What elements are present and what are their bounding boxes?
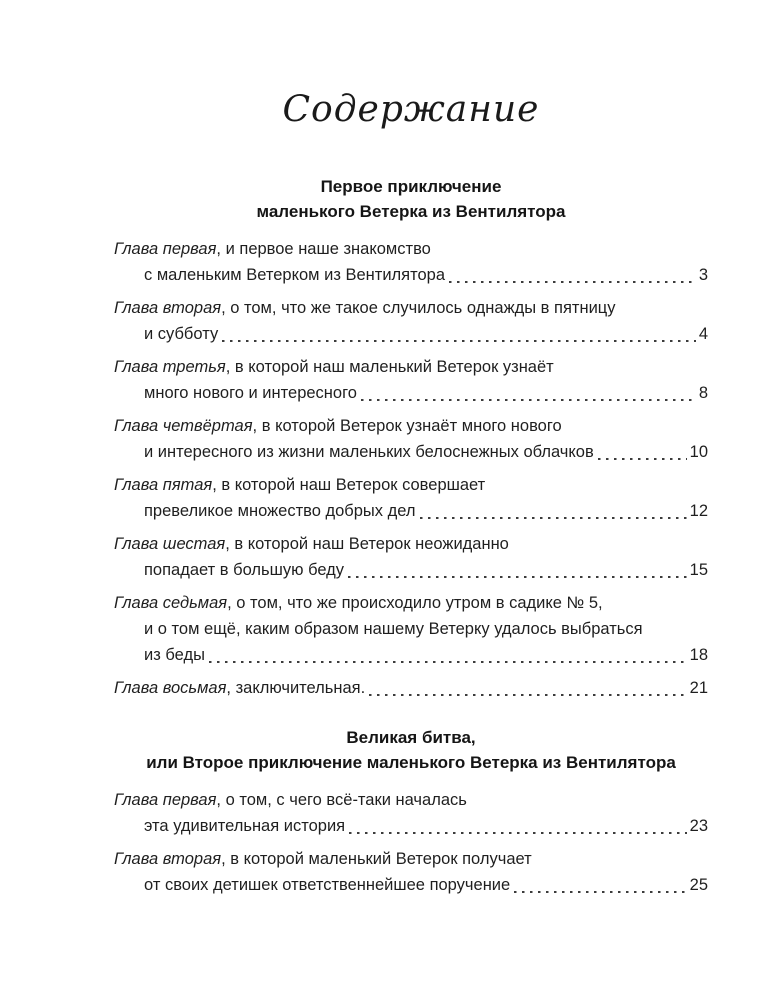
toc-entry-line	[114, 262, 708, 288]
page-number: 18	[689, 646, 708, 664]
chapter-description: , в которой наш Ветерок неожиданно	[225, 535, 509, 553]
toc-entry-line	[114, 498, 708, 524]
section-heading	[114, 174, 708, 224]
chapter-description: , и первое наше знакомство	[216, 240, 431, 258]
toc-entry	[114, 787, 708, 839]
chapter-name: Глава восьмая	[114, 679, 227, 697]
toc-entry-line	[114, 872, 708, 898]
toc-entry-line	[114, 590, 708, 616]
page-number: 3	[698, 266, 708, 284]
toc-entry	[114, 295, 708, 347]
dot-leader	[361, 399, 696, 402]
toc-entry-line	[114, 354, 708, 380]
toc-entry	[114, 846, 708, 898]
chapter-name: Глава третья	[114, 358, 226, 376]
page-number: 21	[689, 679, 708, 697]
page-number: 10	[689, 443, 708, 461]
page-number: 12	[689, 502, 708, 520]
section-heading-line: Великая битва,	[346, 728, 476, 747]
section-heading-line: маленького Ветерка из Вентилятора	[256, 202, 566, 221]
toc-entry-line	[114, 295, 708, 321]
chapter-description-cont: и субботу	[144, 325, 219, 343]
chapter-description: , о том, что же такое случилось однажды в пятницу	[221, 299, 616, 317]
chapter-description-cont: и о том ещё, каким образом нашему Ветерку удалось выбраться	[144, 620, 643, 638]
page-number: 4	[698, 325, 708, 343]
toc-entry	[114, 236, 708, 288]
dot-leader	[222, 340, 696, 343]
chapter-description: , о том, что же происходило утром в садике № 5,	[227, 594, 603, 612]
toc-section	[114, 725, 708, 898]
toc-entry	[114, 531, 708, 583]
toc-entry	[114, 413, 708, 465]
toc-entry	[114, 590, 708, 668]
dot-leader	[598, 458, 687, 461]
toc-entry	[114, 472, 708, 524]
chapter-description-cont: эта удивительная история	[144, 817, 346, 835]
dot-leader	[349, 832, 687, 835]
toc-entry-line	[114, 413, 708, 439]
chapter-description-cont: превеликое множество добрых дел	[144, 502, 416, 520]
chapter-description: , в которой Ветерок узнаёт много нового	[252, 417, 562, 435]
toc-entry-line	[114, 321, 708, 347]
chapter-name: Глава первая	[114, 791, 217, 809]
chapter-description: , о том, с чего всё-таки началась	[216, 791, 467, 809]
section-heading	[114, 725, 708, 775]
chapter-description-cont: много нового и интересного	[144, 384, 357, 402]
chapter-description-cont: попадает в большую беду	[144, 561, 345, 579]
page-number: 25	[689, 876, 708, 894]
toc-entry-line	[114, 616, 708, 642]
dot-leader	[449, 281, 696, 284]
chapter-description-cont: от своих детишек ответственнейшее поручение	[144, 876, 511, 894]
chapter-description: , заключительная.	[226, 679, 366, 697]
toc-sections	[114, 174, 708, 898]
chapter-name: Глава вторая	[114, 850, 222, 868]
toc-entry-line	[114, 236, 708, 262]
toc-entry-line	[114, 642, 708, 668]
dot-leader	[209, 661, 687, 664]
section-heading-line: Первое приключение	[320, 177, 502, 196]
contents-column	[114, 0, 708, 905]
dot-leader	[420, 517, 687, 520]
chapter-name: Глава шестая	[114, 535, 226, 553]
chapter-description: , в которой наш маленький Ветерок узнаёт	[225, 358, 554, 376]
chapter-name: Глава вторая	[114, 299, 222, 317]
chapter-name: Глава седьмая	[114, 594, 228, 612]
toc-entry-line	[114, 557, 708, 583]
toc-entry-line	[114, 439, 708, 465]
section-heading-line: или Второе приключение маленького Ветерка из Вентилятора	[146, 753, 676, 772]
chapter-description-cont: с маленьким Ветерком из Вентилятора	[144, 266, 445, 284]
page-title: Содержание	[282, 89, 540, 130]
page-number: 8	[698, 384, 708, 402]
chapter-description: , в которой маленький Ветерок получает	[221, 850, 532, 868]
chapter-description-cont: и интересного из жизни маленьких белоснежных облачков	[144, 443, 594, 461]
dot-leader	[369, 694, 686, 697]
toc-entry-line	[114, 813, 708, 839]
dot-leader	[514, 891, 686, 894]
page-number: 15	[689, 561, 708, 579]
chapter-description: , в которой наш Ветерок совершает	[212, 476, 486, 494]
toc-entry-line	[114, 531, 708, 557]
toc-entry-line	[114, 846, 708, 872]
toc-entry-line	[114, 380, 708, 406]
toc-entry-line	[114, 472, 708, 498]
chapter-name: Глава первая	[114, 240, 217, 258]
toc-entry	[114, 675, 708, 701]
page-number: 23	[689, 817, 708, 835]
toc-entry-line	[114, 787, 708, 813]
toc-section	[114, 174, 708, 701]
chapter-description-cont: из беды	[144, 646, 205, 664]
chapter-name: Глава четвёртая	[114, 417, 253, 435]
toc-entry	[114, 354, 708, 406]
dot-leader	[348, 576, 687, 579]
chapter-name: Глава пятая	[114, 476, 213, 494]
toc-entry-line	[114, 675, 708, 701]
